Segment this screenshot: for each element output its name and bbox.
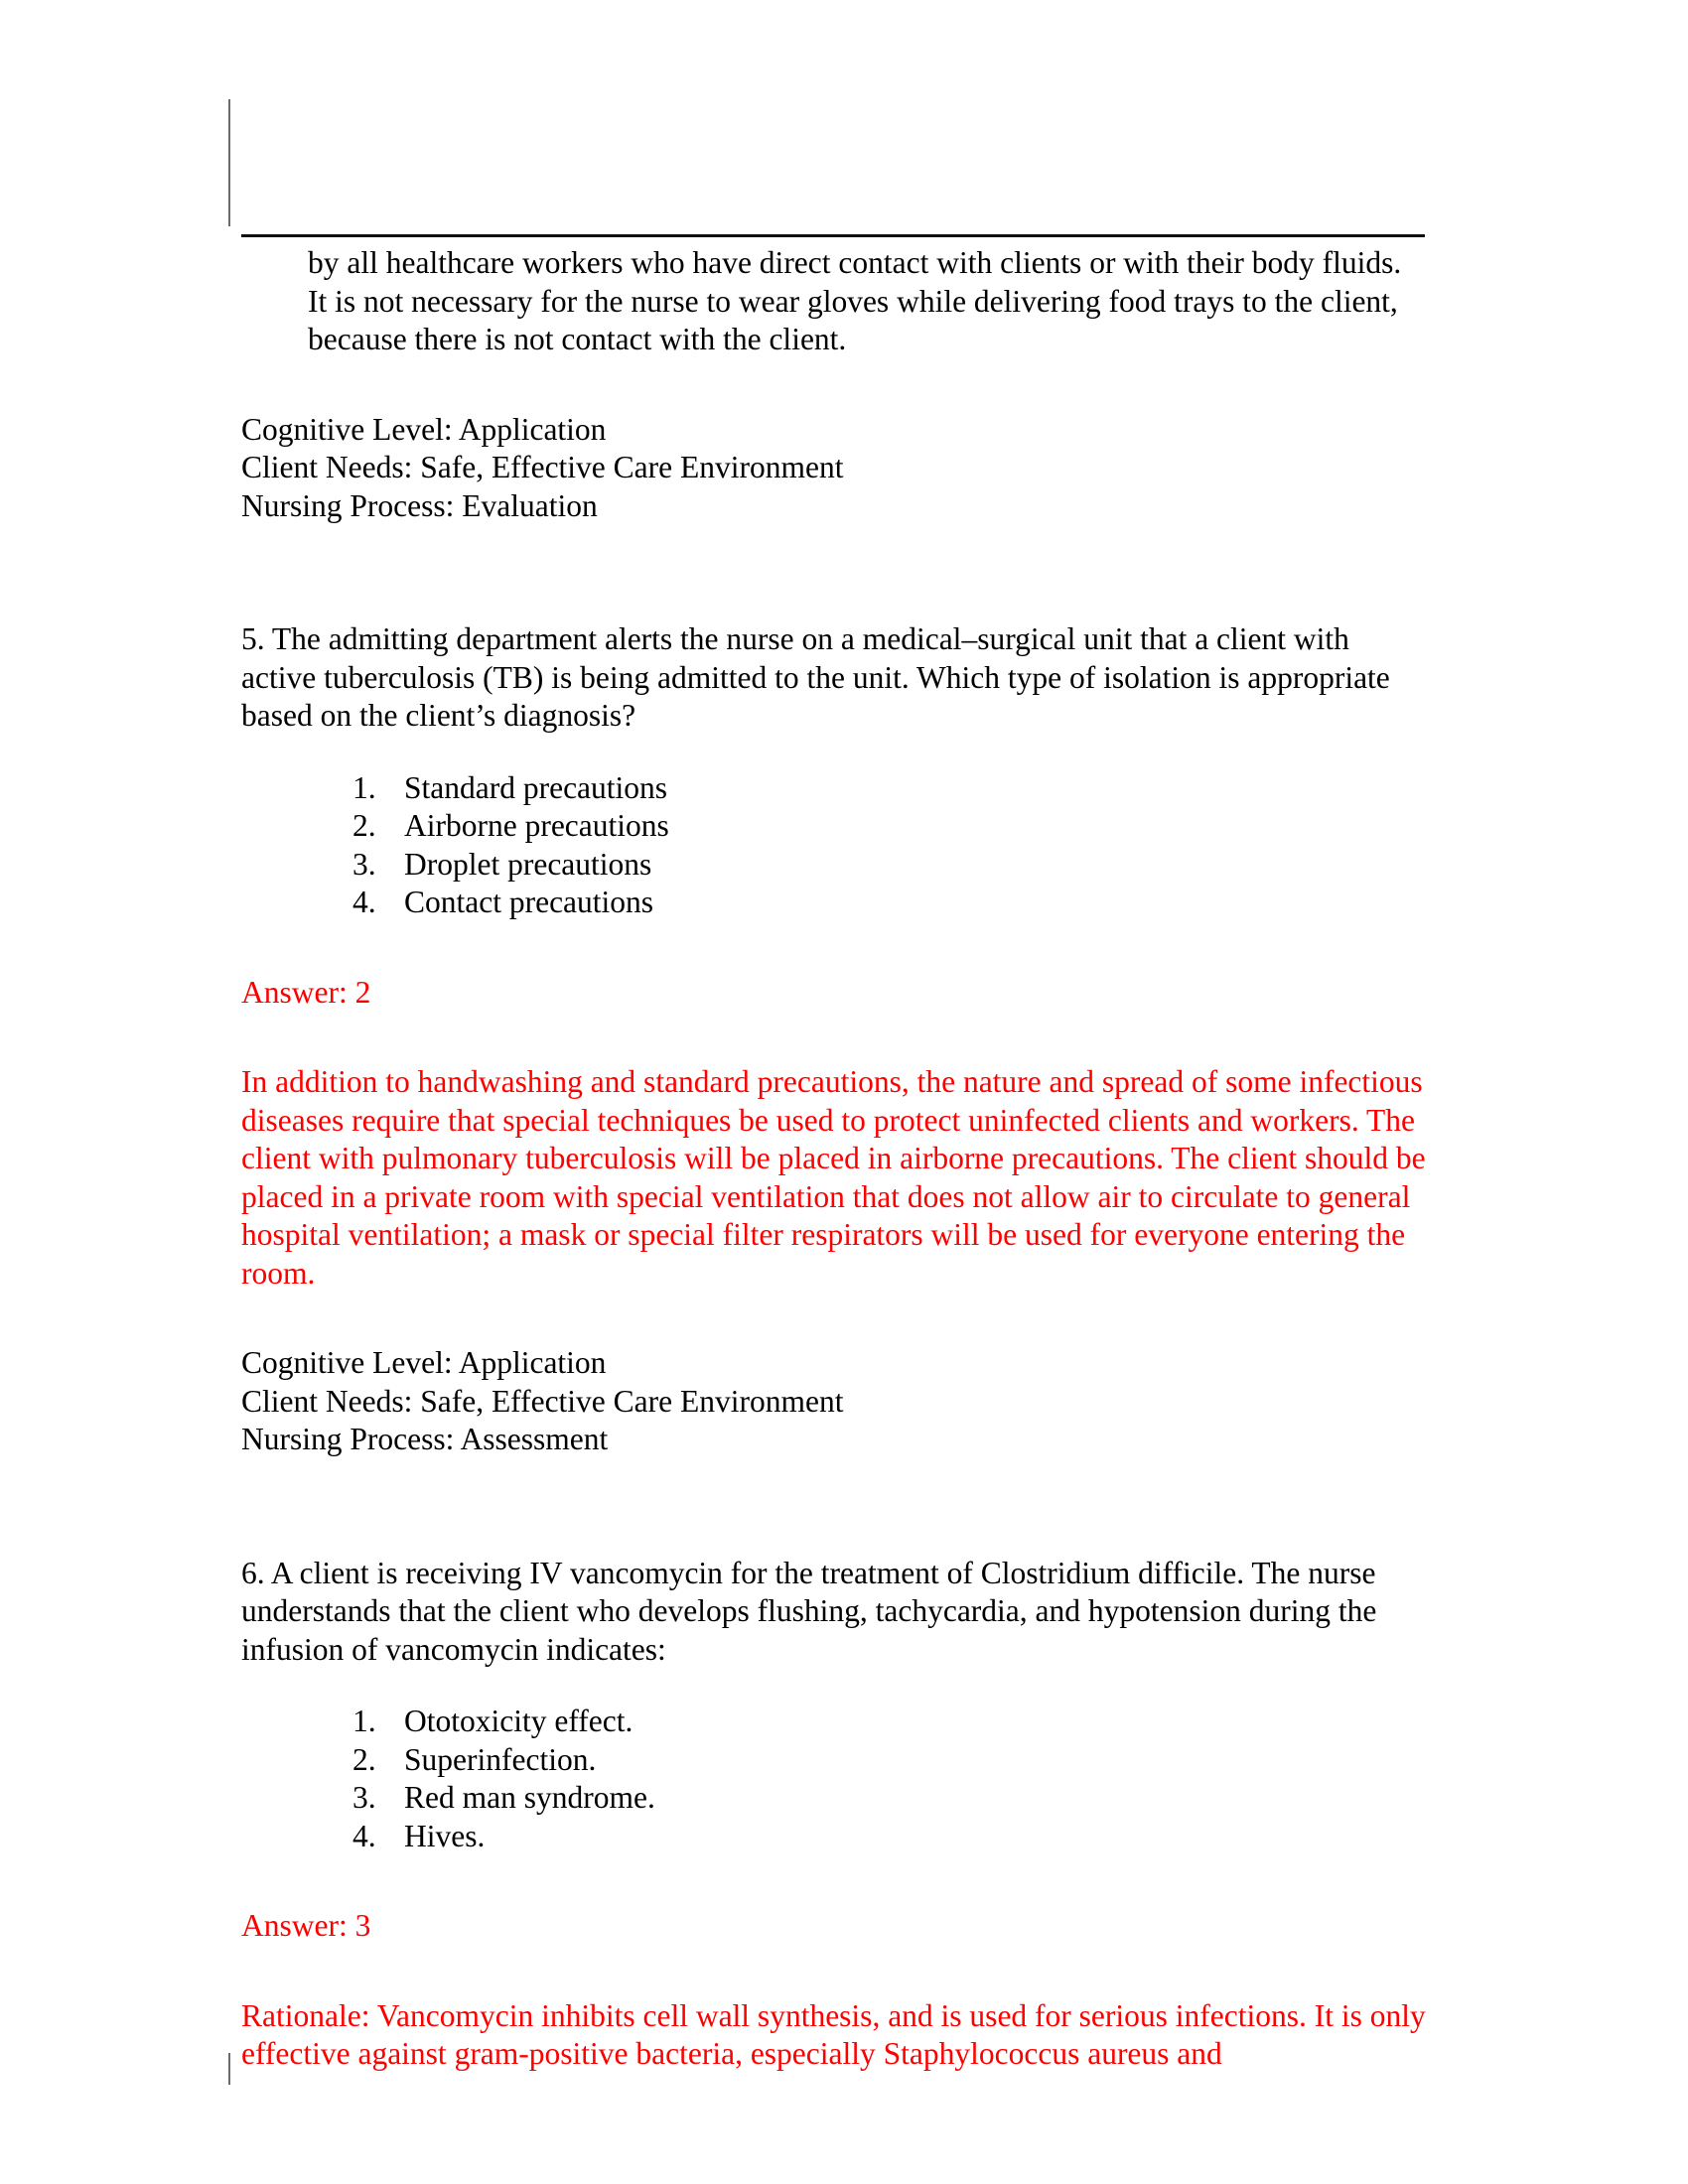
nursing-process-line-1: Nursing Process: Evaluation [241, 487, 598, 523]
choice-number: 2. [352, 1741, 376, 1777]
choice-number: 1. [352, 1704, 376, 1738]
metadata-block-1 [241, 411, 1428, 526]
choice-number: 4. [352, 1818, 376, 1853]
question-5-stem: 5. The admitting department alerts the nurse on a medical–surgical unit that a client with active tuberculosis (TB) is being admitted to the unit. Which type of isolation is appropriate based on the client’s diagnosis? [241, 621, 1390, 733]
choice-number: 3. [352, 1780, 376, 1815]
question-5-rationale: In addition to handwashing and standard precautions, the nature and spread of some infectious diseases require that special techniques be used to protect uninfected clients and workers. The client with pulmonary tuberculosis will be placed in airborne precautions. The client should be placed in a private room with special ventilation that does not allow air to circulate to general hospital ventilation; a mask or special filter respirators will be used for everyone entering the room. [241, 1064, 1426, 1291]
client-needs-line-2: Client Needs: Safe, Effective Care Environment [241, 1383, 844, 1419]
change-bar-mark-bottom [228, 2053, 230, 2085]
choice-number: 4. [352, 885, 376, 919]
client-needs-line-1: Client Needs: Safe, Effective Care Environment [241, 450, 844, 484]
choice-label: Ototoxicity effect. [404, 1704, 633, 1738]
continued-paragraph: by all healthcare workers who have direct contact with clients or with their body fluids. It is not necessary for the nurse to wear gloves while delivering food trays to the client, because there is not contact with the client. [308, 245, 1402, 356]
choice-label: Red man syndrome. [404, 1780, 655, 1815]
choice-label: Airborne precautions [404, 808, 669, 843]
choice-number: 3. [352, 846, 376, 882]
metadata-block-2 [241, 1344, 1428, 1459]
question-5-choice-list [352, 769, 1428, 922]
question-5-choice-3[interactable] [352, 846, 1428, 885]
question-6-choice-list [352, 1703, 1428, 1855]
choice-label: Hives. [404, 1818, 486, 1853]
choice-label: Standard precautions [404, 769, 668, 805]
question-6-choice-2[interactable] [352, 1741, 1428, 1780]
question-6-choice-4[interactable] [352, 1818, 1428, 1856]
question-6-choice-1[interactable] [352, 1703, 1428, 1741]
cognitive-level-line-2: Cognitive Level: Application [241, 1345, 607, 1380]
question-5-answer: Answer: 2 [241, 974, 371, 1010]
question-5-choice-1[interactable] [352, 769, 1428, 808]
question-5-choice-2[interactable] [352, 807, 1428, 846]
choice-label: Droplet precautions [404, 846, 652, 882]
choice-label: Superinfection. [404, 1741, 597, 1777]
choice-number: 2. [352, 808, 376, 843]
question-6-choice-3[interactable] [352, 1779, 1428, 1818]
question-5-choice-4[interactable] [352, 884, 1428, 922]
question-6-rationale: Rationale: Vancomycin inhibits cell wall synthesis, and is used for serious infections. It is only effective against gram-positive bacteria, especially Staphylococcus aureus and [241, 1997, 1426, 2071]
question-6-stem: 6. A client is receiving IV vancomycin for the treatment of Clostridium difficile. The nurse understands that the client who develops flushing, tachycardia, and hypotension during the infusion of vancomycin indicates: [241, 1555, 1377, 1667]
nursing-process-line-2: Nursing Process: Assessment [241, 1422, 609, 1456]
cognitive-level-line-1: Cognitive Level: Application [241, 411, 607, 447]
horizontal-separator-rule [241, 234, 1425, 237]
choice-number: 1. [352, 769, 376, 805]
question-6-answer: Answer: 3 [241, 1908, 371, 1943]
choice-label: Contact precautions [404, 885, 654, 919]
page-content [241, 244, 1428, 2074]
change-bar-mark-top [228, 99, 230, 226]
